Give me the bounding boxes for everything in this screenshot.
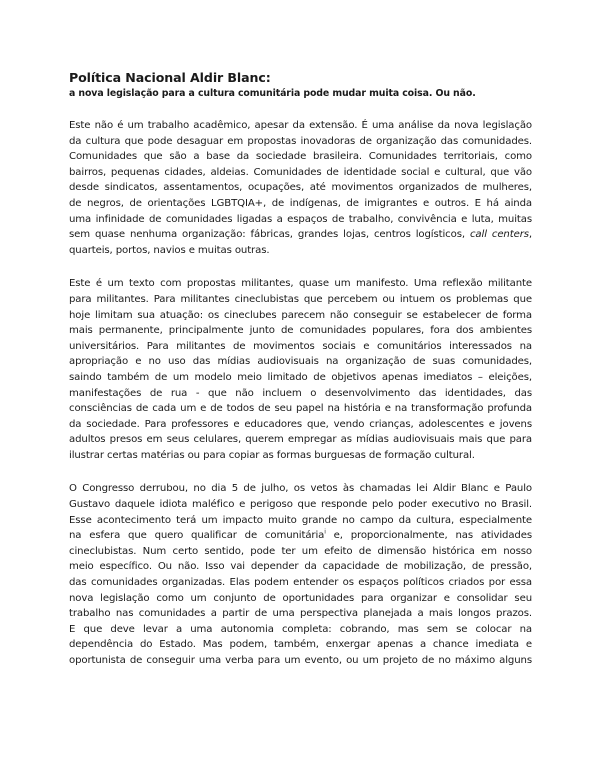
paragraph-1	[69, 118, 532, 258]
text-line: Este é um texto com propostas militantes, quase um manifesto. Uma reflexão militante	[69, 278, 532, 290]
footnote-marker[interactable]: i	[324, 528, 326, 536]
text-line: da cultura que pode desaguar em propostas inovadoras de organização das comunidades.	[69, 135, 532, 147]
text-line: Gustavo daquele idiota maléfico e perigoso que responde pelo poder executivo no Brasil.	[69, 499, 532, 511]
text-segment: e, proporcionalmente, nas atividades	[325, 530, 532, 542]
text-line: uma infinidade de comunidades ligadas a espaços de trabalho, convivência e luta, muitas	[69, 213, 532, 225]
text-line: da sociedade. Para professores e educadores que, vendo crianças, adolescentes e jovens	[69, 418, 532, 430]
text-line: cineclubistas. Num certo sentido, pode ter um efeito de dimensão histórica em nosso	[69, 545, 532, 557]
text-segment: sem quase nenhuma organização: fábricas, grandes lojas, centros logísticos,	[69, 229, 465, 241]
text-line: desde sindicatos, assentamentos, ocupações, até movimentos organizados de mulheres,	[69, 182, 532, 194]
text-line: trabalho nas comunidades a partir de uma perspectiva planejada a mais longos prazos.	[69, 608, 532, 620]
text-segment: na esfera que quero qualificar de comunitária	[69, 530, 325, 542]
text-line: oportunista de conseguir uma verba para um evento, ou um projeto de no máximo alguns	[69, 655, 532, 666]
text-line: para militantes. Para militantes cineclubistas que percebem ou intuem os problemas que	[69, 293, 532, 305]
italic-phrase: call centers	[469, 229, 529, 241]
document-title: Política Nacional Aldir Blanc:	[69, 70, 271, 85]
text-line: quarteis, portos, navios e muitas outras.	[69, 244, 270, 256]
text-line: bairros, pequenas cidades, aldeias. Comunidades de identidade social e cultural, que vão	[69, 166, 532, 178]
text-line: hoje limitam sua atuação: os cineclubes parecem não conseguir se estabelecer de forma	[69, 309, 532, 321]
text-line: mais permanente, principalmente junto de comunidades populares, fora dos ambientes	[69, 325, 532, 337]
text-line: Comunidades que são a base da sociedade brasileira. Comunidades territoriais, como	[69, 151, 532, 163]
text-line: universitários. Para militantes de movimentos sociais e comunitários interessados na	[69, 340, 532, 352]
document-subtitle: a nova legislação para a cultura comunitária pode mudar muita coisa. Ou não.	[69, 88, 476, 99]
text-line: adultos presos em seus celulares, querem empregar as mídias audiovisuais mais que para	[69, 434, 532, 446]
text-line: meio específico. Ou não. Isso vai depender da capacidade de mobilização, de pressão,	[69, 561, 532, 573]
text-line: Este não é um trabalho acadêmico, apesar da extensão. É uma análise da nova legislação	[69, 120, 532, 131]
text-line: O Congresso derrubou, no dia 5 de julho, os vetos às chamadas lei Aldir Blanc e Paulo	[69, 483, 532, 495]
text-line: manifestações de rua - que não incluem o desenvolvimento das identidades, das	[69, 387, 532, 399]
text-line: das comunidades organizadas. Elas podem entender os espaços políticos criados por essa	[69, 577, 532, 589]
paragraph-2	[69, 276, 532, 463]
paragraph-3	[69, 481, 532, 668]
text-line: sem quase nenhuma organização: fábricas, grandes lojas, centros logísticos, call centers,	[69, 229, 532, 241]
text-line: saindo também de um modelo meio limitado de objetivos apenas imediatos – eleições,	[69, 371, 532, 383]
document-page	[69, 70, 532, 687]
text-line: nova legislação como um conjunto de oportunidades para organizar e consolidar seu	[69, 592, 532, 604]
text-line: dependência do Estado. Mas podem, também, enxergar apenas a chance imediata e	[69, 639, 532, 651]
text-line: Esse acontecimento terá um impacto muito grande no campo da cultura, especialmente	[69, 514, 532, 526]
text-line	[69, 528, 532, 544]
text-line: apropriação e no uso das mídias audiovisuais na organização de suas comunidades,	[69, 356, 532, 368]
text-line: E que deve levar a uma autonomia completa: cobrando, mas sem se colocar na	[69, 623, 532, 635]
text-line: ilustrar certas matérias ou para copiar as formas burguesas de formação cultural.	[69, 449, 475, 461]
text-line: consciências de cada um e de todos de seu papel na história e na transformação profunda	[69, 403, 532, 415]
text-line: de negros, de orientações LGBTQIA+, de indígenas, de imigrantes e outros. E há ainda	[69, 197, 532, 209]
